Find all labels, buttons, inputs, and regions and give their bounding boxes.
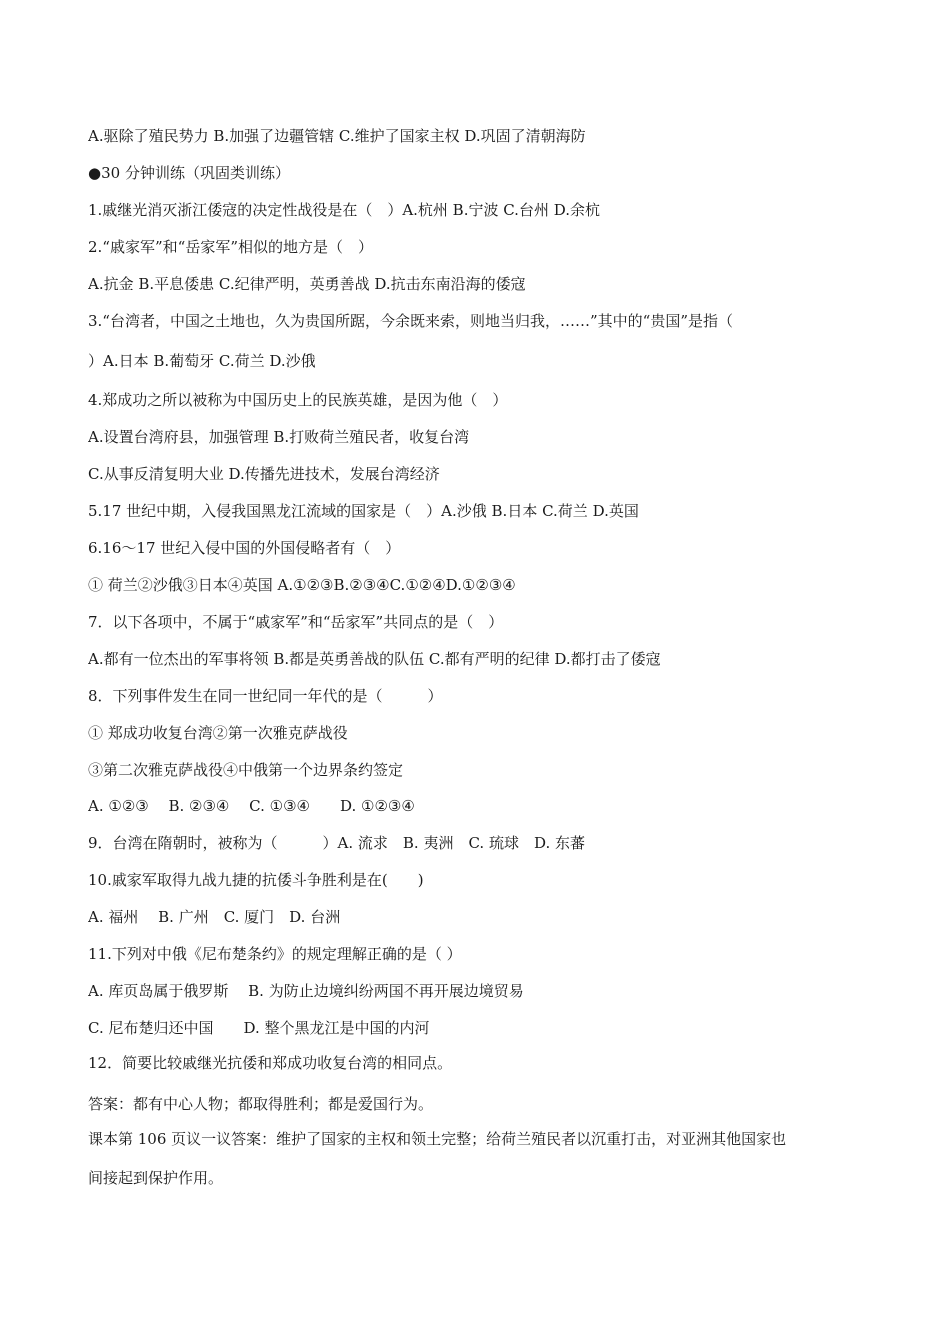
question-7-options: A.都有一位杰出的军事将领 B.都是英勇善战的队伍 C.都有严明的纪律 D.都打击了倭寇 [88, 650, 661, 668]
question-3: 3.“台湾者，中国之土地也，久为贵国所踞，今余既来索，则地当归我，……”其中的“贵国”是指（ [88, 312, 733, 330]
question-6-options: ① 荷兰②沙俄③日本④英国 A.①②③B.②③④C.①②④D.①②③④ [88, 576, 516, 594]
question-8-events-2: ③第二次雅克萨战役④中俄第一个边界条约签定 [88, 761, 404, 779]
answer-12: 答案：都有中心人物；都取得胜利；都是爱国行为。 [88, 1095, 434, 1113]
question-9: 9．台湾在隋朝时，被称为（ ）A. 流求 B. 夷洲 C. 琉球 D. 东蕃 [88, 834, 585, 852]
question-8-options: A. ①②③ B. ②③④ C. ①③④ D. ①②③④ [88, 797, 415, 815]
question-8: 8．下列事件发生在同一世纪同一年代的是（ ） [88, 687, 443, 705]
question-2-options: A.抗金 B.平息倭患 C.纪律严明，英勇善战 D.抗击东南沿海的倭寇 [88, 275, 526, 293]
question-2: 2.“戚家军”和“岳家军”相似的地方是（ ） [88, 238, 373, 256]
question-10-options: A. 福州 B. 广州 C. 厦门 D. 台洲 [88, 908, 341, 926]
question-3-options: ）A.日本 B.葡萄牙 C.荷兰 D.沙俄 [88, 352, 316, 370]
question-12: 12．简要比较戚继光抗倭和郑成功收复台湾的相同点。 [88, 1054, 453, 1072]
question-6: 6.16～17 世纪入侵中国的外国侵略者有（ ） [88, 539, 401, 557]
section-heading: ●30 分钟训练（巩固类训练） [88, 164, 290, 182]
question-8-events-1: ① 郑成功收复台湾②第一次雅克萨战役 [88, 724, 348, 742]
question-11-options-ab: A. 库页岛属于俄罗斯 B. 为防止边境纠纷两国不再开展边境贸易 [88, 982, 524, 1000]
option-line-prev-question: A.驱除了殖民势力 B.加强了边疆管辖 C.维护了国家主权 D.巩固了清朝海防 [88, 127, 586, 145]
question-10: 10.戚家军取得九战九捷的抗倭斗争胜利是在( ) [88, 871, 424, 889]
question-7: 7．以下各项中，不属于“戚家军”和“岳家军”共同点的是（ ） [88, 613, 504, 631]
question-1: 1.戚继光消灭浙江倭寇的决定性战役是在（ ）A.杭州 B.宁波 C.台州 D.余杭 [88, 201, 600, 219]
question-5: 5.17 世纪中期，入侵我国黑龙江流域的国家是（ ）A.沙俄 B.日本 C.荷兰 D.英国 [88, 502, 639, 520]
question-4: 4.郑成功之所以被称为中国历史上的民族英雄，是因为他（ ） [88, 391, 508, 409]
textbook-answer-2: 间接起到保护作用。 [88, 1169, 224, 1187]
question-11-options-cd: C. 尼布楚归还中国 D. 整个黑龙江是中国的内河 [88, 1019, 430, 1037]
textbook-answer-1: 课本第 106 页议一议答案：维护了国家的主权和领土完整；给荷兰殖民者以沉重打击，对亚洲其他国家也 [88, 1130, 787, 1148]
question-4-options-cd: C.从事反清复明大业 D.传播先进技术，发展台湾经济 [88, 465, 440, 483]
question-4-options-ab: A.设置台湾府县，加强管理 B.打败荷兰殖民者，收复台湾 [88, 428, 470, 446]
question-11: 11.下列对中俄《尼布楚条约》的规定理解正确的是（ ） [88, 945, 462, 963]
